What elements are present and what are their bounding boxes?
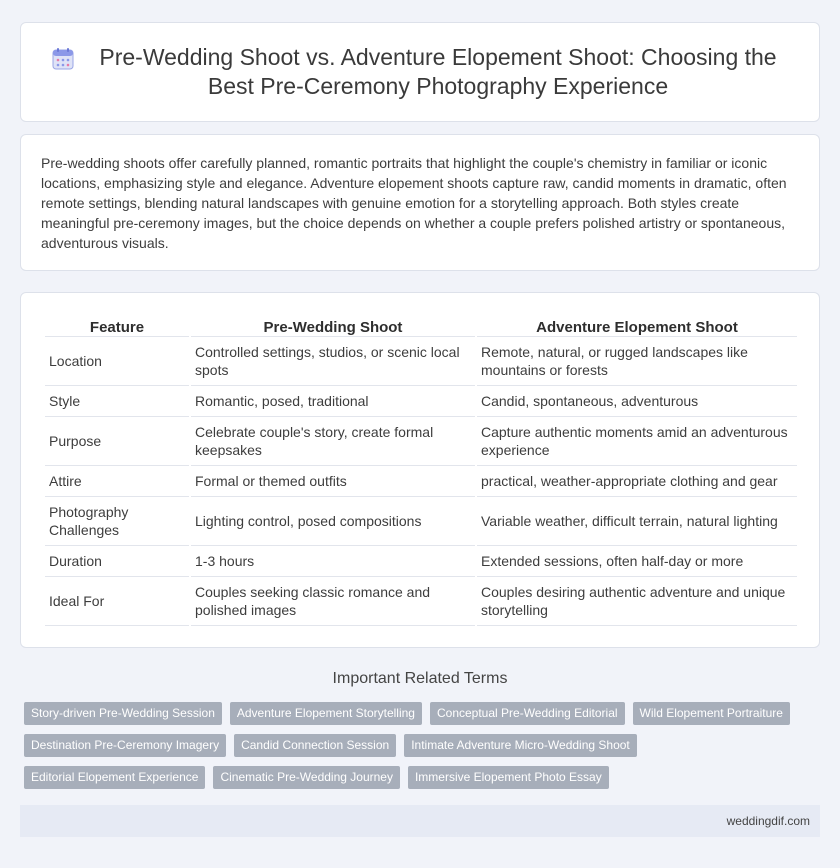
- related-term-tag[interactable]: Immersive Elopement Photo Essay: [408, 766, 609, 789]
- table-row: [45, 417, 797, 466]
- related-term-tag[interactable]: Candid Connection Session: [234, 734, 396, 757]
- row-adventure: Extended sessions, often half-day or more: [477, 546, 797, 577]
- row-feature: Duration: [45, 546, 189, 577]
- column-header-adventure: Adventure Elopement Shoot: [477, 313, 797, 337]
- row-feature: Location: [45, 337, 189, 386]
- column-header-feature: Feature: [45, 313, 189, 337]
- related-term-tag[interactable]: Wild Elopement Portraiture: [633, 702, 790, 725]
- row-feature: Style: [45, 386, 189, 417]
- table-row: [45, 577, 797, 626]
- footer-site-link[interactable]: weddingdif.com: [726, 814, 810, 828]
- row-pre-wedding: Romantic, posed, traditional: [191, 386, 475, 417]
- footer: [20, 805, 820, 837]
- page-title: Pre-Wedding Shoot vs. Adventure Elopement Shoot: Choosing the Best Pre-Ceremony Photography Experience: [99, 44, 777, 99]
- row-adventure: Remote, natural, or rugged landscapes like mountains or forests: [477, 337, 797, 386]
- related-terms-list: [24, 702, 804, 789]
- related-term-tag[interactable]: Intimate Adventure Micro-Wedding Shoot: [404, 734, 637, 757]
- intro-card: [20, 134, 820, 271]
- row-feature: Photography Challenges: [45, 497, 189, 546]
- table-row: [45, 466, 797, 497]
- row-pre-wedding: Celebrate couple's story, create formal keepsakes: [191, 417, 475, 466]
- related-term-tag[interactable]: Editorial Elopement Experience: [24, 766, 205, 789]
- row-pre-wedding: Couples seeking classic romance and polished images: [191, 577, 475, 626]
- row-feature: Attire: [45, 466, 189, 497]
- related-term-tag[interactable]: Cinematic Pre-Wedding Journey: [213, 766, 400, 789]
- row-feature: Ideal For: [45, 577, 189, 626]
- related-terms-heading: Important Related Terms: [332, 670, 508, 687]
- related-term-tag[interactable]: Destination Pre-Ceremony Imagery: [24, 734, 226, 757]
- intro-paragraph: Pre-wedding shoots offer carefully planned, romantic portraits that highlight the couple's chemistry in familiar or iconic locations, emphasizing style and elegance. Adventure elopement shoots capture raw, candid moments in dramatic, often remote settings, blending natural landscapes with genuine emotion for a storytelling approach. Both styles create meaningful pre-ceremony images, but the choice depends on whether a couple prefers polished artistry or spontaneous, adventurous visuals.: [41, 155, 787, 251]
- row-pre-wedding: 1-3 hours: [191, 546, 475, 577]
- table-row: [45, 386, 797, 417]
- row-pre-wedding: Controlled settings, studios, or scenic local spots: [191, 337, 475, 386]
- row-adventure: Couples desiring authentic adventure and unique storytelling: [477, 577, 797, 626]
- row-pre-wedding: Formal or themed outfits: [191, 466, 475, 497]
- table-row: [45, 546, 797, 577]
- row-adventure: Capture authentic moments amid an adventurous experience: [477, 417, 797, 466]
- row-feature: Purpose: [45, 417, 189, 466]
- table-row: [45, 337, 797, 386]
- row-pre-wedding: Lighting control, posed compositions: [191, 497, 475, 546]
- comparison-table: [43, 313, 799, 626]
- related-term-tag[interactable]: Conceptual Pre-Wedding Editorial: [430, 702, 625, 725]
- row-adventure: Variable weather, difficult terrain, natural lighting: [477, 497, 797, 546]
- column-header-pre-wedding: Pre-Wedding Shoot: [191, 313, 475, 337]
- title-card: [20, 22, 820, 122]
- table-row: [45, 497, 797, 546]
- related-term-tag[interactable]: Adventure Elopement Storytelling: [230, 702, 422, 725]
- related-term-tag[interactable]: Story-driven Pre-Wedding Session: [24, 702, 222, 725]
- comparison-card: [20, 292, 820, 648]
- row-adventure: practical, weather-appropriate clothing and gear: [477, 466, 797, 497]
- row-adventure: Candid, spontaneous, adventurous: [477, 386, 797, 417]
